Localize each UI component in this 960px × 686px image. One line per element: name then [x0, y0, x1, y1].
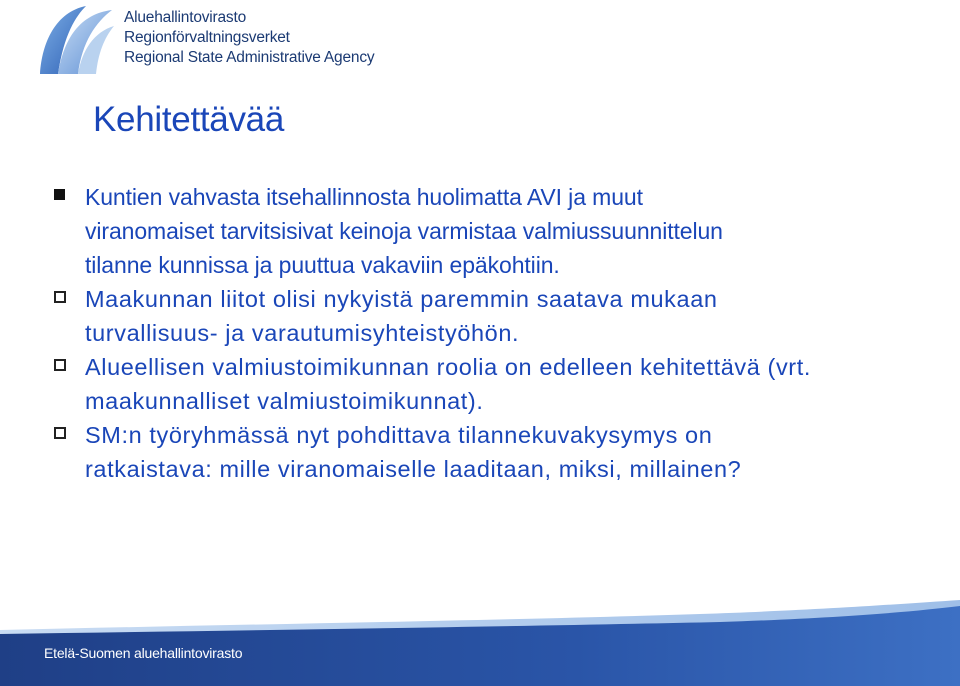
- bullet-line: Maakunnan liitot olisi nykyistä paremmin saatava mukaan: [85, 286, 718, 312]
- bullet-square-icon: [54, 189, 65, 200]
- bullet-line: viranomaiset tarvitsisivat keinoja varmistaa valmiussuunnittelun: [85, 218, 723, 244]
- org-name-finnish: Aluehallintovirasto: [124, 9, 246, 26]
- org-name-english: Regional State Administrative Agency: [124, 49, 375, 66]
- bullet-line: Alueellisen valmiustoimikunnan roolia on edelleen kehitettävä (vrt.: [85, 354, 811, 380]
- org-name-swedish: Regionförvaltningsverket: [124, 29, 290, 46]
- bullet-item: [52, 180, 932, 282]
- bullet-line: maakunnalliset valmiustoimikunnat).: [85, 388, 484, 414]
- footer-organisation: Etelä-Suomen aluehallintovirasto: [44, 645, 243, 661]
- bullet-line: turvallisuus- ja varautumisyhteistyöhön.: [85, 320, 520, 346]
- bullet-line: SM:n työryhmässä nyt pohdittava tilannekuvakysymys on: [85, 422, 713, 448]
- bullet-square-icon: [54, 291, 66, 303]
- bullet-item: [52, 350, 932, 418]
- bullet-line: Kuntien vahvasta itsehallinnosta huolimatta AVI ja muut: [85, 184, 643, 210]
- footer-wave-band: [0, 600, 960, 686]
- bullet-item: [52, 282, 932, 350]
- bullet-item: [52, 418, 932, 486]
- organisation-names: [124, 8, 374, 68]
- bullet-line: tilanne kunnissa ja puuttua vakaviin epäkohtiin.: [85, 252, 560, 278]
- bullet-square-icon: [54, 427, 66, 439]
- bullet-line: ratkaistava: mille viranomaiselle laaditaan, miksi, millainen?: [85, 456, 742, 482]
- bullet-square-icon: [54, 359, 66, 371]
- bullet-list: [52, 180, 932, 486]
- avi-wave-logo-icon: [34, 2, 116, 76]
- slide-title: Kehitettävää: [93, 100, 284, 139]
